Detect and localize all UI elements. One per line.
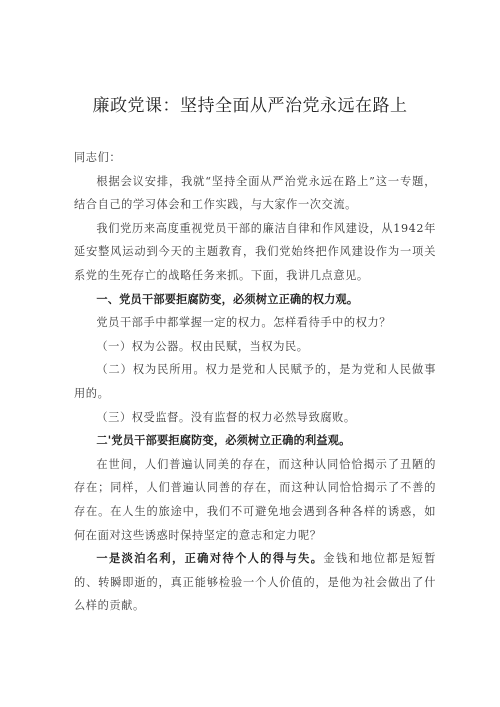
section-heading: 二'党员干部要拒腐防变，必须树立正确的利益观。 bbox=[96, 434, 351, 448]
paragraph: 在世间，人们普遍认同美的存在，而这种认同恰恰揭示了丑陋的存在；同样，人们普遍认同善的存在，而这种认同恰恰揭示了不善的存在。在人生的旅途中，我们不可避免地会遇到各种各样的诱惑，如何在面对这些诱惑时保持坚定的意志和定力呢？ bbox=[74, 457, 436, 542]
paragraph: 我们党历来高度重视党员干部的廉洁自律和作风建设，从1942年延安整风运动到今天的主题教育，我们党始终把作风建设作为一项关系党的生死存亡的战略任务来抓。下面，我讲几点意见。 bbox=[74, 221, 436, 282]
paragraph-lead: 一是淡泊名利，正确对待个人的得与失。 bbox=[96, 552, 324, 566]
section-heading: 一、党员干部要拒腐防变，必须树立正确的权力观。 bbox=[96, 292, 359, 306]
list-item: （二）权为民所用。权力是党和人民赋予的，是为党和人民做事用的。 bbox=[74, 363, 436, 400]
document-title: 廉政党课：坚持全面从严治党永远在路上 bbox=[92, 96, 408, 116]
paragraph bbox=[74, 547, 436, 618]
salutation: 同志们： bbox=[74, 151, 122, 164]
list-item: （一）权为公器。权由民赋，当权为民。 bbox=[96, 339, 309, 353]
paragraph: 根据会议安排，我就“坚持全面从严治党永远在路上”这一专题，结合自己的学习体会和工作实践，与大家作一次交流。 bbox=[74, 174, 436, 212]
document-body bbox=[74, 146, 436, 618]
list-item: （三）权受监督。没有监督的权力必然导致腐败。 bbox=[96, 410, 356, 424]
paragraph-rest: 金钱和地位都是短暂的、转瞬即逝的，真正能够检验一个人价值的，是他为社会做出了什么样的贡献。 bbox=[74, 552, 436, 613]
paragraph: 党员干部手中都掌握一定的权力。怎样看待手中的权力？ bbox=[96, 316, 392, 330]
